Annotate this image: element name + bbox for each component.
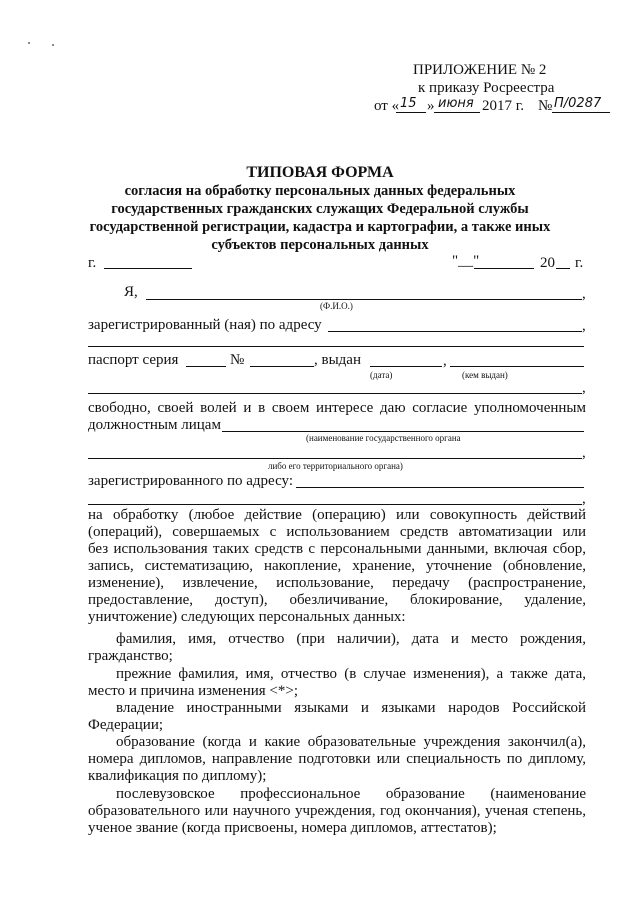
passport-number-sign: № [230, 352, 245, 368]
org-address-field-continued[interactable] [88, 504, 582, 505]
paragraph-previous-names: прежние фамилия, имя, отчество (в случае изменения), а также дата, место и причина изменения <*>; [88, 666, 586, 699]
appendix-title: ПРИЛОЖЕНИЕ № 2 [413, 62, 547, 78]
passport-label: паспорт серия [88, 352, 179, 368]
issued-by-field[interactable] [450, 366, 584, 367]
date-caption: (дата) [370, 370, 393, 380]
city-field[interactable] [104, 268, 192, 269]
org-address-field[interactable] [296, 487, 584, 488]
year-prefix: 20 [540, 255, 555, 271]
address-field[interactable] [328, 331, 582, 332]
passport-series-field[interactable] [186, 366, 226, 367]
consent-line: свободно, своей волей и в своем интересе даю согласие уполномоченным [88, 400, 586, 416]
address-field-continued[interactable] [88, 346, 584, 347]
form-title: ТИПОВАЯ ФОРМА [246, 164, 394, 181]
date-year-field[interactable] [556, 268, 570, 269]
handwritten-number: П/0287 [554, 96, 602, 111]
city-label: г. [88, 255, 97, 271]
issued-by-field-continued[interactable] [88, 393, 582, 394]
fio-caption: (Ф.И.О.) [320, 301, 353, 311]
officials-label: должностным лицам [88, 417, 221, 433]
issued-label: , выдан [314, 352, 361, 368]
paragraph-name-birth: фамилия, имя, отчество (при наличии), дата и место рождения, гражданство; [88, 631, 586, 664]
form-subtitle-line-4: субъектов персональных данных [211, 237, 429, 253]
territorial-caption: либо его территориального органа) [268, 461, 403, 471]
handwritten-month: июня [438, 96, 474, 111]
paragraph-education: образование (когда и какие образовательные учреждения закончил(а), номера дипломов, направление подготовки или специальность по диплому, квалификация по диплому); [88, 734, 586, 784]
form-subtitle-line-1: согласия на обработку персональных данных федеральных [124, 183, 516, 199]
year-suffix: г. [575, 255, 584, 271]
appendix-date-line: от « 15 » июня 2017 г. № П/0287 [374, 96, 614, 116]
date-month-field[interactable] [474, 268, 534, 269]
form-subtitle-line-2: государственных гражданских служащих Федеральной службы [111, 201, 529, 217]
org-caption: (наименование государственного органа [306, 433, 461, 443]
handwritten-day: 15 [400, 96, 417, 111]
date-day-quote: "__" [452, 253, 480, 269]
issuer-caption: (кем выдан) [462, 370, 508, 380]
officials-field-continued[interactable] [88, 458, 582, 459]
scan-speck [52, 44, 54, 46]
registered-label: зарегистрированный (ная) по адресу [88, 317, 322, 333]
officials-field[interactable] [222, 431, 584, 432]
paragraph-languages: владение иностранными языками и языками народов Российской Федерации; [88, 700, 586, 733]
appendix-order-line: к приказу Росреестра [418, 80, 555, 96]
paragraph-postgraduate: послевузовское профессиональное образование (наименование образовательного или научного учреждения, год окончания), ученая степень, ученое звание (когда присвоены, номера дипломов, аттестатов); [88, 786, 586, 836]
form-subtitle-line-3: государственной регистрации, кадастра и картографии, а также иных [89, 219, 551, 235]
paragraph-processing: на обработку (любое действие (операцию) или совокупность действий (операций), совершаемых с использованием средств автоматизации или без использования таких средств с персональными данными, включая сбор, запись, систематизацию, накопление, хранение, уточнение (обновление, изменение), извлечение, использование, передачу (распространение, предоставление, доступ), обезличивание, блокирование, удаление, уничтожение) следующих персональных данных: [88, 507, 586, 625]
passport-number-field[interactable] [250, 366, 314, 367]
fio-field[interactable] [146, 299, 582, 300]
i-label: Я, [124, 284, 138, 300]
scan-speck [28, 42, 30, 44]
registered2-label: зарегистрированного по адресу: [88, 473, 293, 489]
issued-date-field[interactable] [370, 366, 442, 367]
